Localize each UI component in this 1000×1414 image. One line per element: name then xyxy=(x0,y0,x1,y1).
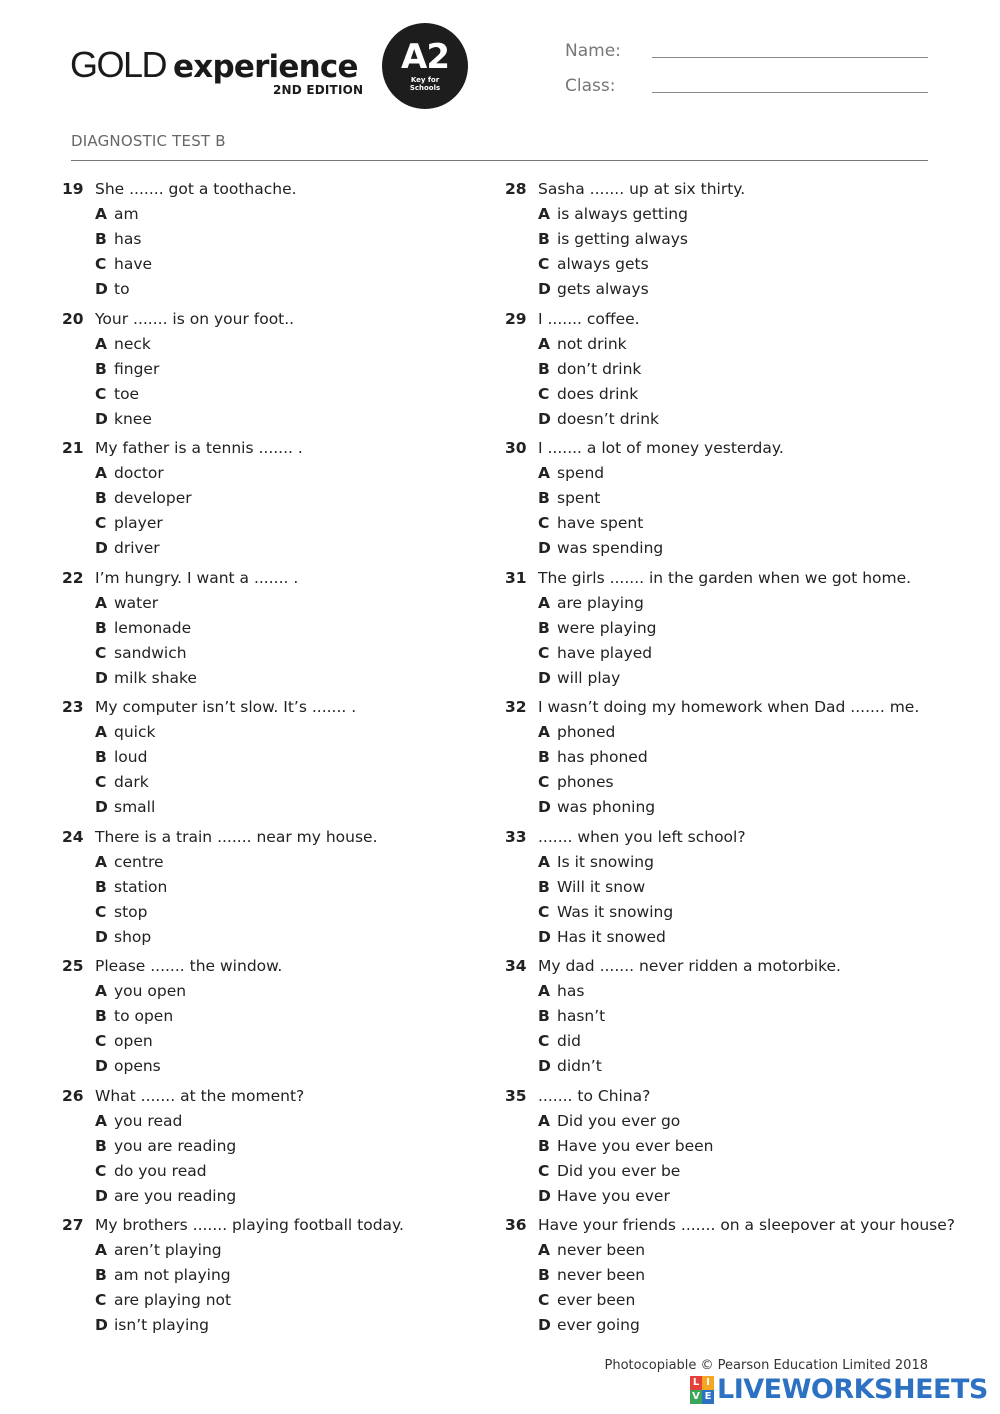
answer-option[interactable] xyxy=(538,1029,581,1054)
question-text: I ....... coffee. xyxy=(538,309,640,328)
answer-option[interactable] xyxy=(538,227,688,252)
liveworksheets-icon-cell: I xyxy=(702,1376,714,1390)
option-letter: C xyxy=(95,1161,107,1180)
option-text: milk shake xyxy=(114,668,197,687)
answer-option[interactable] xyxy=(538,925,666,950)
option-text: were playing xyxy=(557,618,657,637)
option-letter: D xyxy=(538,409,551,428)
option-text: does drink xyxy=(557,384,639,403)
answer-option[interactable] xyxy=(95,486,192,511)
question-number: 32 xyxy=(505,698,527,716)
option-letter: A xyxy=(538,1241,550,1259)
edition-label: 2ND EDITION xyxy=(273,83,364,97)
option-letter: A xyxy=(538,1111,550,1130)
option-letter: D xyxy=(95,927,108,946)
option-letter: C xyxy=(538,384,550,403)
option-text: spent xyxy=(557,489,601,507)
question-number: 19 xyxy=(62,180,84,198)
question-number: 24 xyxy=(62,827,84,846)
option-letter: A xyxy=(95,593,107,612)
option-text: did xyxy=(557,1032,581,1050)
option-letter: B xyxy=(95,1007,107,1025)
option-letter: B xyxy=(538,359,550,378)
answer-option[interactable] xyxy=(95,720,155,745)
option-letter: D xyxy=(538,280,551,298)
option-letter: C xyxy=(95,1291,107,1309)
liveworksheets-icon-cell: L xyxy=(690,1376,702,1390)
answer-option[interactable] xyxy=(95,511,163,536)
answer-option[interactable] xyxy=(538,770,614,795)
question-text: The girls ....... in the garden when we got home. xyxy=(538,568,912,587)
option-text: to xyxy=(114,280,130,298)
question-19 xyxy=(62,177,502,307)
question-21 xyxy=(62,436,502,566)
answer-option[interactable] xyxy=(538,641,652,666)
answer-option[interactable] xyxy=(538,1159,680,1184)
questions-column-right xyxy=(505,177,956,1343)
answer-option[interactable] xyxy=(538,461,604,486)
answer-option[interactable] xyxy=(95,875,167,900)
option-text: water xyxy=(114,593,159,612)
option-text: developer xyxy=(114,489,192,507)
question-text: Your ....... is on your foot.. xyxy=(95,309,295,328)
option-letter: B xyxy=(538,1266,550,1284)
answer-option[interactable] xyxy=(95,616,191,641)
option-text: don’t drink xyxy=(557,359,642,378)
option-text: knee xyxy=(114,409,152,428)
option-text: hasn’t xyxy=(557,1007,606,1025)
answer-option[interactable] xyxy=(95,666,197,691)
question-text: ....... when you left school? xyxy=(538,827,746,846)
option-letter: D xyxy=(95,280,108,298)
option-letter: A xyxy=(538,723,550,741)
answer-option[interactable] xyxy=(538,357,641,382)
answer-option[interactable] xyxy=(95,900,147,925)
level-badge xyxy=(382,23,468,109)
option-letter: B xyxy=(95,877,107,896)
answer-option[interactable] xyxy=(95,252,152,277)
answer-option[interactable] xyxy=(95,1054,161,1079)
option-letter: B xyxy=(95,359,107,378)
brand-experience: experience xyxy=(173,49,358,85)
option-text: shop xyxy=(114,927,152,946)
option-letter: D xyxy=(538,798,551,816)
answer-option[interactable] xyxy=(95,1029,153,1054)
option-text: are playing not xyxy=(114,1291,232,1309)
question-number: 34 xyxy=(505,957,527,975)
answer-option[interactable] xyxy=(95,461,164,486)
option-letter: D xyxy=(95,1316,108,1334)
option-text: gets always xyxy=(557,280,649,298)
answer-option[interactable] xyxy=(538,332,627,357)
option-text: Did you ever go xyxy=(557,1111,681,1130)
option-text: stop xyxy=(114,902,148,921)
badge-subtitle: Key for Schools xyxy=(409,76,441,92)
option-letter: C xyxy=(538,643,550,662)
answer-option[interactable] xyxy=(95,277,130,302)
option-letter: B xyxy=(95,1136,107,1155)
question-24 xyxy=(62,825,502,955)
option-letter: B xyxy=(538,230,550,248)
option-letter: D xyxy=(95,798,108,816)
liveworksheets-logo xyxy=(690,1374,988,1408)
option-letter: A xyxy=(538,852,550,871)
answer-option[interactable] xyxy=(538,616,657,641)
option-text: you open xyxy=(114,982,187,1000)
option-text: not drink xyxy=(557,334,627,353)
test-title: DIAGNOSTIC TEST B xyxy=(71,132,226,150)
option-text: never been xyxy=(557,1266,646,1284)
question-34 xyxy=(505,954,945,1084)
answer-option[interactable] xyxy=(95,850,164,875)
answer-option[interactable] xyxy=(95,1184,236,1209)
liveworksheets-wordmark: LIVEWORKSHEETS xyxy=(717,1374,988,1405)
answer-option[interactable] xyxy=(538,1238,645,1263)
question-20 xyxy=(62,307,502,437)
option-letter: D xyxy=(95,409,108,428)
option-letter: D xyxy=(538,1186,551,1205)
question-number: 29 xyxy=(505,309,527,328)
option-letter: B xyxy=(95,618,107,637)
option-text: has xyxy=(557,982,585,1000)
liveworksheets-icon xyxy=(690,1376,714,1404)
answer-option[interactable] xyxy=(538,1313,640,1338)
option-text: player xyxy=(114,514,163,532)
option-text: spend xyxy=(557,464,605,482)
option-text: was phoning xyxy=(557,798,656,816)
answer-option[interactable] xyxy=(538,666,620,691)
answer-option[interactable] xyxy=(538,979,584,1004)
liveworksheets-icon-cell: V xyxy=(690,1390,702,1404)
question-text: Sasha ....... up at six thirty. xyxy=(538,180,746,198)
option-letter: C xyxy=(95,384,107,403)
answer-option[interactable] xyxy=(95,357,159,382)
answer-option[interactable] xyxy=(538,202,688,227)
option-letter: C xyxy=(538,255,550,273)
brand-gold: GOLD xyxy=(70,44,167,85)
answer-option[interactable] xyxy=(95,536,160,561)
answer-option[interactable] xyxy=(95,1313,209,1338)
answer-option[interactable] xyxy=(95,1109,182,1134)
option-text: Have you ever been xyxy=(557,1136,714,1155)
answer-option[interactable] xyxy=(538,407,659,432)
option-text: quick xyxy=(114,723,156,741)
option-text: never been xyxy=(557,1241,646,1259)
question-31 xyxy=(505,566,945,696)
option-text: Have you ever xyxy=(557,1186,670,1205)
answer-option[interactable] xyxy=(538,1054,602,1079)
answer-option[interactable] xyxy=(538,900,673,925)
question-36 xyxy=(505,1213,956,1343)
question-number: 30 xyxy=(505,439,527,457)
option-text: has phoned xyxy=(557,748,648,766)
question-text: There is a train ....... near my house. xyxy=(95,827,378,846)
option-text: have xyxy=(114,255,153,273)
question-number: 25 xyxy=(62,957,84,975)
option-text: are you reading xyxy=(114,1186,237,1205)
option-letter: C xyxy=(95,514,107,532)
option-letter: A xyxy=(538,593,550,612)
answer-option[interactable] xyxy=(95,202,139,227)
answer-option[interactable] xyxy=(95,641,187,666)
option-letter: D xyxy=(538,1316,551,1334)
option-text: to open xyxy=(114,1007,174,1025)
option-text: Is it snowing xyxy=(557,852,654,871)
option-text: Will it snow xyxy=(557,877,646,896)
option-letter: C xyxy=(538,1291,550,1309)
option-letter: A xyxy=(95,1241,107,1259)
option-text: lemonade xyxy=(114,618,192,637)
question-number: 36 xyxy=(505,1216,527,1234)
option-letter: D xyxy=(538,668,551,687)
question-text: My computer isn’t slow. It’s ....... . xyxy=(95,698,357,716)
option-text: open xyxy=(114,1032,153,1050)
option-letter: C xyxy=(95,255,107,273)
option-text: didn’t xyxy=(557,1057,602,1075)
answer-option[interactable] xyxy=(95,1134,236,1159)
option-letter: B xyxy=(538,1007,550,1025)
question-35 xyxy=(505,1084,945,1214)
answer-option[interactable] xyxy=(95,795,155,820)
answer-option[interactable] xyxy=(538,720,615,745)
option-text: always gets xyxy=(557,255,649,273)
answer-option[interactable] xyxy=(95,979,186,1004)
option-letter: A xyxy=(538,464,550,482)
question-27 xyxy=(62,1213,502,1343)
option-text: centre xyxy=(114,852,164,871)
option-letter: C xyxy=(538,514,550,532)
answer-option[interactable] xyxy=(95,227,141,252)
option-text: isn’t playing xyxy=(114,1316,209,1334)
answer-option[interactable] xyxy=(538,850,654,875)
option-letter: A xyxy=(538,982,550,1000)
answer-option[interactable] xyxy=(95,1238,222,1263)
answer-option[interactable] xyxy=(95,332,151,357)
question-text: I ....... a lot of money yesterday. xyxy=(538,439,784,457)
answer-option[interactable] xyxy=(95,591,158,616)
option-text: Did you ever be xyxy=(557,1161,681,1180)
question-30 xyxy=(505,436,945,566)
option-text: finger xyxy=(114,359,160,378)
copyright-notice: Photocopiable © Pearson Education Limited 2018 xyxy=(604,1358,928,1373)
header-divider xyxy=(71,160,928,161)
question-number: 31 xyxy=(505,568,527,587)
question-text: She ....... got a toothache. xyxy=(95,180,297,198)
question-text: I wasn’t doing my homework when Dad ....... me. xyxy=(538,698,920,716)
question-29 xyxy=(505,307,945,437)
option-text: is always getting xyxy=(557,205,688,223)
question-number: 33 xyxy=(505,827,527,846)
answer-option[interactable] xyxy=(538,591,644,616)
option-letter: B xyxy=(95,748,107,766)
option-letter: C xyxy=(95,773,107,791)
class-label: Class: xyxy=(565,76,616,96)
question-text: Have your friends ....... on a sleepover at your house? xyxy=(538,1216,956,1234)
option-letter: B xyxy=(538,1136,550,1155)
answer-option[interactable] xyxy=(538,486,600,511)
answer-option[interactable] xyxy=(95,1288,231,1313)
option-text: opens xyxy=(114,1057,161,1075)
answer-option[interactable] xyxy=(538,252,649,277)
option-letter: C xyxy=(538,902,550,921)
option-text: are playing xyxy=(557,593,644,612)
option-letter: B xyxy=(538,618,550,637)
question-25 xyxy=(62,954,502,1084)
question-number: 22 xyxy=(62,568,84,587)
answer-option[interactable] xyxy=(538,1288,635,1313)
answer-option[interactable] xyxy=(538,875,645,900)
answer-option[interactable] xyxy=(95,925,151,950)
option-letter: A xyxy=(95,334,107,353)
option-text: small xyxy=(114,798,156,816)
name-label: Name: xyxy=(565,41,621,61)
option-letter: A xyxy=(95,982,107,1000)
answer-option[interactable] xyxy=(95,770,149,795)
option-letter: D xyxy=(95,1186,108,1205)
question-text: My father is a tennis ....... . xyxy=(95,439,303,457)
option-letter: B xyxy=(538,489,550,507)
option-text: station xyxy=(114,877,168,896)
answer-option[interactable] xyxy=(538,1263,645,1288)
option-text: driver xyxy=(114,539,160,557)
brand-logo xyxy=(70,44,358,88)
option-text: toe xyxy=(114,384,140,403)
badge-level: A2 xyxy=(401,37,449,77)
question-number: 35 xyxy=(505,1086,527,1105)
option-text: will play xyxy=(557,668,621,687)
option-letter: B xyxy=(538,877,550,896)
option-letter: B xyxy=(538,748,550,766)
option-letter: C xyxy=(95,902,107,921)
answer-option[interactable] xyxy=(538,1184,670,1209)
liveworksheets-icon-cell: E xyxy=(702,1390,714,1404)
answer-option[interactable] xyxy=(538,745,648,770)
question-text: What ....... at the moment? xyxy=(95,1086,305,1105)
option-text: you are reading xyxy=(114,1136,237,1155)
option-letter: D xyxy=(95,668,108,687)
option-letter: D xyxy=(538,927,551,946)
option-letter: A xyxy=(95,723,107,741)
option-letter: C xyxy=(538,773,550,791)
questions-column-left xyxy=(62,177,502,1343)
option-text: phones xyxy=(557,773,614,791)
question-28 xyxy=(505,177,945,307)
name-field[interactable] xyxy=(652,57,928,58)
option-text: phoned xyxy=(557,723,616,741)
question-number: 27 xyxy=(62,1216,84,1234)
option-letter: D xyxy=(95,1057,108,1075)
option-text: Has it snowed xyxy=(557,927,666,946)
option-text: loud xyxy=(114,748,148,766)
option-letter: C xyxy=(95,1032,107,1050)
option-text: have played xyxy=(557,643,653,662)
option-letter: A xyxy=(95,852,107,871)
class-field[interactable] xyxy=(652,92,928,93)
option-text: ever been xyxy=(557,1291,636,1309)
option-text: has xyxy=(114,230,142,248)
question-text: My dad ....... never ridden a motorbike. xyxy=(538,957,841,975)
option-letter: A xyxy=(95,205,107,223)
question-33 xyxy=(505,825,945,955)
question-text: Please ....... the window. xyxy=(95,957,283,975)
option-text: you read xyxy=(114,1111,183,1130)
option-letter: C xyxy=(538,1032,550,1050)
option-text: Was it snowing xyxy=(557,902,674,921)
question-text: ....... to China? xyxy=(538,1086,651,1105)
question-number: 21 xyxy=(62,439,84,457)
question-text: My brothers ....... playing football today. xyxy=(95,1216,404,1234)
option-letter: D xyxy=(538,539,551,557)
option-text: was spending xyxy=(557,539,664,557)
option-letter: B xyxy=(95,1266,107,1284)
answer-option[interactable] xyxy=(538,1109,680,1134)
option-letter: D xyxy=(95,539,108,557)
question-number: 26 xyxy=(62,1086,84,1105)
answer-option[interactable] xyxy=(538,795,655,820)
option-text: do you read xyxy=(114,1161,207,1180)
option-letter: D xyxy=(538,1057,551,1075)
option-text: have spent xyxy=(557,514,644,532)
option-letter: C xyxy=(538,1161,550,1180)
answer-option[interactable] xyxy=(95,407,152,432)
question-text: I’m hungry. I want a ....... . xyxy=(95,568,299,587)
question-22 xyxy=(62,566,502,696)
option-text: doesn’t drink xyxy=(557,409,660,428)
option-letter: B xyxy=(95,489,107,507)
answer-option[interactable] xyxy=(95,1263,231,1288)
option-text: dark xyxy=(114,773,149,791)
option-letter: A xyxy=(95,464,107,482)
question-23 xyxy=(62,695,502,825)
option-letter: C xyxy=(95,643,107,662)
question-number: 23 xyxy=(62,698,84,716)
option-text: ever going xyxy=(557,1316,640,1334)
option-letter: A xyxy=(538,205,550,223)
option-letter: A xyxy=(95,1111,107,1130)
option-text: sandwich xyxy=(114,643,187,662)
option-text: doctor xyxy=(114,464,164,482)
option-text: am not playing xyxy=(114,1266,231,1284)
question-number: 20 xyxy=(62,309,84,328)
answer-option[interactable] xyxy=(538,1134,713,1159)
option-text: is getting always xyxy=(557,230,688,248)
option-text: neck xyxy=(114,334,151,353)
answer-option[interactable] xyxy=(538,277,649,302)
answer-option[interactable] xyxy=(95,1159,207,1184)
answer-option[interactable] xyxy=(95,1004,173,1029)
question-number: 28 xyxy=(505,180,527,198)
option-text: aren’t playing xyxy=(114,1241,222,1259)
answer-option[interactable] xyxy=(95,745,147,770)
answer-option[interactable] xyxy=(95,382,139,407)
option-letter: B xyxy=(95,230,107,248)
answer-option[interactable] xyxy=(538,536,663,561)
option-text: am xyxy=(114,205,139,223)
answer-option[interactable] xyxy=(538,511,643,536)
question-32 xyxy=(505,695,945,825)
answer-option[interactable] xyxy=(538,1004,605,1029)
question-26 xyxy=(62,1084,502,1214)
answer-option[interactable] xyxy=(538,382,638,407)
option-letter: A xyxy=(538,334,550,353)
